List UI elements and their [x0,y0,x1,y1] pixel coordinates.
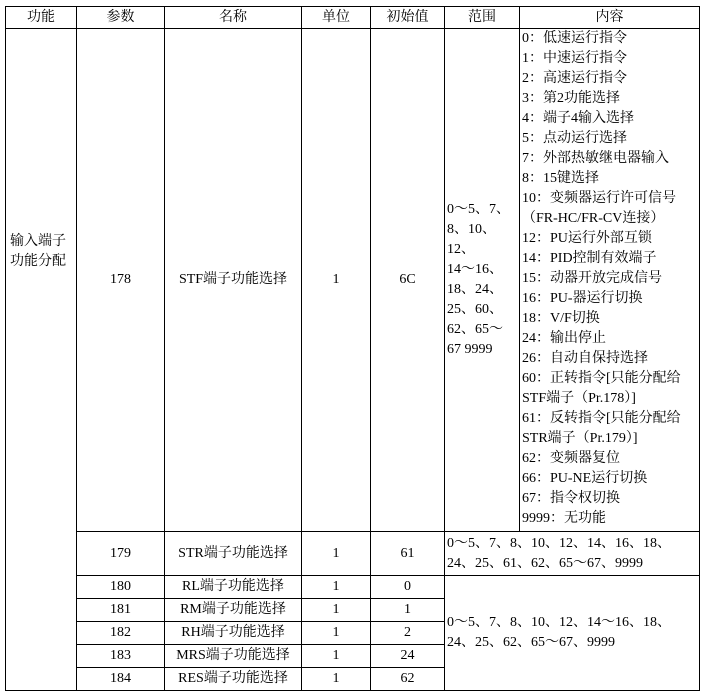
initial-cell: 61 [371,532,445,576]
header-function: 功能 [6,7,77,29]
unit-cell: 1 [302,599,371,622]
range-cell: 0～5、7、 8、10、12、 14～16、 18、24、 25、60、 62、65～ 67 9999 [445,29,520,532]
initial-cell: 24 [371,645,445,668]
header-initial: 初始值 [371,7,445,29]
param-cell: 181 [77,599,165,622]
header-name: 名称 [165,7,302,29]
initial-cell: 2 [371,622,445,645]
unit-cell: 1 [302,622,371,645]
unit-cell: 1 [302,532,371,576]
name-cell: RM端子功能选择 [165,599,302,622]
name-cell: STR端子功能选择 [165,532,302,576]
unit-cell: 1 [302,645,371,668]
table-row-178 [6,29,700,532]
param-cell: 178 [77,29,165,532]
name-cell: STF端子功能选择 [165,29,302,532]
unit-cell: 1 [302,668,371,691]
name-cell: RL端子功能选择 [165,576,302,599]
header-param: 参数 [77,7,165,29]
initial-cell: 6C [371,29,445,532]
table-row-179 [6,532,700,576]
header-unit: 单位 [302,7,371,29]
param-cell: 180 [77,576,165,599]
param-cell: 183 [77,645,165,668]
unit-cell: 1 [302,29,371,532]
param-cell: 179 [77,532,165,576]
param-cell: 182 [77,622,165,645]
unit-cell: 1 [302,576,371,599]
initial-cell: 62 [371,668,445,691]
header-range: 范围 [445,7,520,29]
table-row-180 [6,576,700,599]
name-cell: MRS端子功能选择 [165,645,302,668]
parameter-table [5,6,700,691]
header-row [6,7,700,29]
initial-cell: 0 [371,576,445,599]
name-cell: RES端子功能选择 [165,668,302,691]
content-cell: 0：低速运行指令 1：中速运行指令 2：高速运行指令 3：第2功能选择 4：端子4输入选择 5：点动运行选择 7：外部热敏继电器输入 8：15键选择 10：变频器运行许可信号 （FR-HC/FR-CV连接） 12：PU运行外部互锁 14：PID控制有效端子 15：动器开放完成信号 16：PU-器运行切换 18：V/F切换 24：输出停止 26：自动自保持选择 60：正转指令[只能分配给 STF端子（Pr.178）] 61：反转指令[只能分配给 STR端子（Pr.179）] 62：变频器复位 66：PU-NE运行切换 67：指令权切换 9999：无功能 [520,29,700,532]
name-cell: RH端子功能选择 [165,622,302,645]
header-content: 内容 [520,7,700,29]
range-cell-shared: 0～5、7、8、10、12、14～16、18、 24、25、62、65～67、9999 [445,576,700,691]
function-cell: 输入端子 功能分配 [6,29,77,691]
range-cell-179: 0～5、7、8、10、12、14、16、18、 24、25、61、62、65～67、9999 [445,532,700,576]
param-cell: 184 [77,668,165,691]
initial-cell: 1 [371,599,445,622]
